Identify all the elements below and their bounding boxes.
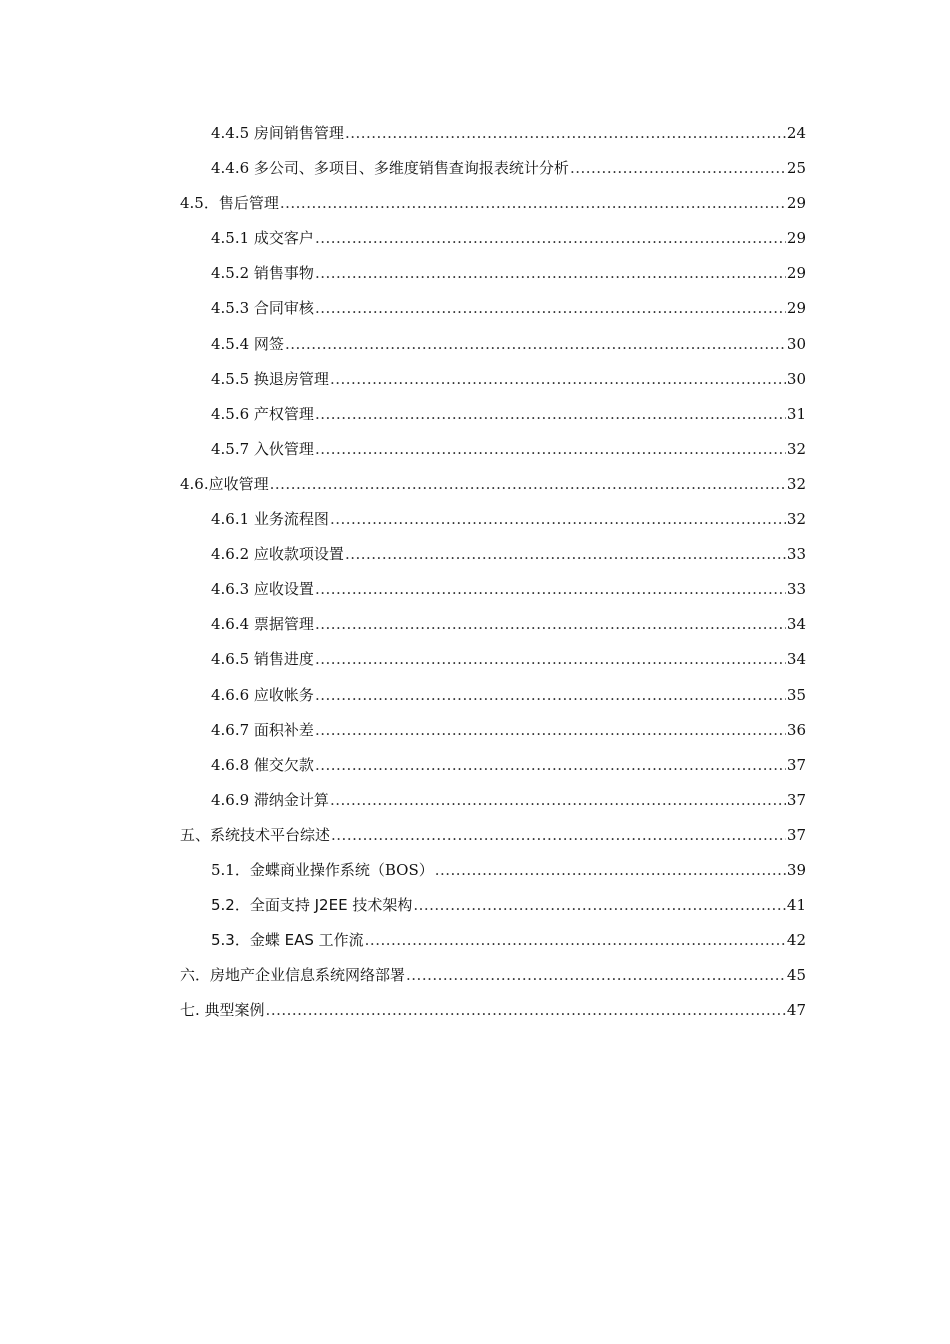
dot-leader	[570, 158, 786, 178]
toc-entry[interactable]	[180, 509, 806, 544]
toc-entry-page: 24	[786, 124, 806, 142]
toc-entry[interactable]	[180, 404, 806, 439]
table-of-contents	[180, 123, 806, 1035]
toc-entry-page: 45	[786, 966, 806, 985]
toc-entry-page: 30	[786, 369, 806, 388]
toc-entry[interactable]	[180, 895, 806, 930]
toc-entry-page: 34	[786, 650, 806, 669]
toc-entry-title: 4.5.1 成交客户	[211, 229, 314, 248]
toc-entry-title: 4.6.6 应收帐务	[211, 685, 314, 704]
dot-leader	[266, 1000, 786, 1020]
toc-entry[interactable]	[180, 790, 806, 825]
toc-entry[interactable]	[180, 298, 806, 333]
toc-entry-title: 5.3．金蝶 EAS 工作流	[211, 931, 364, 950]
toc-entry[interactable]	[180, 579, 806, 614]
toc-entry-title: 4.5.3 合同审核	[211, 299, 314, 318]
dot-leader	[331, 825, 786, 845]
toc-entry-page: 36	[786, 720, 806, 739]
toc-entry-page: 34	[786, 615, 806, 634]
toc-entry-page: 30	[786, 334, 806, 353]
dot-leader	[270, 474, 786, 494]
toc-entry[interactable]	[180, 369, 806, 404]
dot-leader	[315, 614, 786, 634]
toc-entry-page: 32	[786, 474, 806, 493]
toc-entry-title: 4.6.1 业务流程图	[211, 510, 329, 529]
dot-leader	[285, 334, 786, 354]
toc-entry-title: 六．房地产企业信息系统网络部署	[180, 966, 406, 985]
dot-leader	[435, 860, 786, 880]
toc-entry-title: 4.6.9 滞纳金计算	[211, 790, 329, 809]
toc-entry-title: 5.1．金蝶商业操作系统（BOS）	[211, 860, 434, 879]
toc-entry[interactable]	[180, 439, 806, 474]
toc-entry-page: 25	[786, 159, 806, 178]
dot-leader	[315, 263, 786, 283]
toc-entry-page: 41	[786, 896, 806, 915]
toc-entry-title: 4.5.7 入伙管理	[211, 439, 314, 458]
toc-entry-title: 4.5．售后管理	[180, 194, 279, 213]
dot-leader	[280, 193, 786, 213]
toc-entry-title: 4.4.5 房间销售管理	[211, 124, 344, 142]
toc-entry-title: 5.2．全面支持 J2EE 技术架构	[211, 896, 413, 915]
toc-entry-page: 32	[786, 510, 806, 529]
toc-entry[interactable]	[180, 1000, 806, 1035]
toc-entry[interactable]	[180, 158, 806, 193]
toc-entry-page: 39	[786, 860, 806, 879]
toc-entry-title: 4.5.6 产权管理	[211, 404, 314, 423]
toc-entry-page: 33	[786, 545, 806, 564]
dot-leader	[345, 123, 786, 143]
toc-entry[interactable]	[180, 228, 806, 263]
toc-entry-title: 4.5.5 换退房管理	[211, 369, 329, 388]
dot-leader	[315, 439, 786, 459]
toc-entry-page: 37	[786, 790, 806, 809]
toc-entry-title: 4.6.4 票据管理	[211, 615, 314, 634]
toc-entry-title: 4.6.5 销售进度	[211, 650, 314, 669]
toc-entry-page: 33	[786, 580, 806, 599]
toc-entry[interactable]	[180, 825, 806, 860]
toc-entry-title: 4.6.应收管理	[180, 474, 269, 493]
toc-entry-title: 4.5.4 网签	[211, 334, 284, 353]
toc-entry-page: 29	[786, 299, 806, 318]
dot-leader	[365, 930, 786, 950]
toc-entry-page: 32	[786, 439, 806, 458]
toc-entry-page: 42	[786, 931, 806, 950]
toc-entry-title: 4.6.3 应收设置	[211, 580, 314, 599]
toc-entry-title: 4.6.7 面积补差	[211, 720, 314, 739]
toc-entry[interactable]	[180, 930, 806, 965]
dot-leader	[315, 228, 786, 248]
toc-entry-page: 31	[786, 404, 806, 423]
toc-entry-page: 29	[786, 229, 806, 248]
dot-leader	[315, 298, 786, 318]
dot-leader	[315, 685, 786, 705]
dot-leader	[315, 649, 786, 669]
dot-leader	[315, 720, 786, 740]
toc-entry[interactable]	[180, 263, 806, 298]
dot-leader	[330, 369, 786, 389]
dot-leader	[406, 965, 786, 985]
dot-leader	[315, 404, 786, 424]
toc-entry-page: 29	[786, 264, 806, 283]
dot-leader	[315, 755, 786, 775]
toc-entry-page: 37	[786, 755, 806, 774]
dot-leader	[413, 895, 786, 915]
toc-entry[interactable]	[180, 544, 806, 579]
dot-leader	[345, 544, 786, 564]
toc-entry[interactable]	[180, 860, 806, 895]
toc-entry-title: 七. 典型案例	[180, 1001, 265, 1020]
toc-entry[interactable]	[180, 965, 806, 1000]
toc-entry-page: 29	[786, 194, 806, 213]
toc-entry-page: 47	[786, 1001, 806, 1020]
toc-entry[interactable]	[180, 649, 806, 684]
toc-entry-title: 4.6.8 催交欠款	[211, 755, 314, 774]
toc-entry[interactable]	[180, 755, 806, 790]
toc-entry[interactable]	[180, 474, 806, 509]
toc-entry[interactable]	[180, 193, 806, 228]
dot-leader	[330, 509, 786, 529]
toc-entry[interactable]	[180, 334, 806, 369]
toc-entry[interactable]	[180, 614, 806, 649]
toc-entry-title: 五、系统技术平台综述	[180, 825, 331, 844]
dot-leader	[330, 790, 786, 810]
toc-entry-title: 4.4.6 多公司、多项目、多维度销售查询报表统计分析	[211, 159, 569, 178]
toc-entry[interactable]	[180, 720, 806, 755]
dot-leader	[315, 579, 786, 599]
toc-entry-page: 35	[786, 685, 806, 704]
toc-entry[interactable]	[180, 685, 806, 720]
toc-entry[interactable]	[180, 123, 806, 158]
toc-entry-title: 4.6.2 应收款项设置	[211, 545, 344, 564]
toc-entry-title: 4.5.2 销售事物	[211, 264, 314, 283]
toc-entry-page: 37	[786, 825, 806, 844]
